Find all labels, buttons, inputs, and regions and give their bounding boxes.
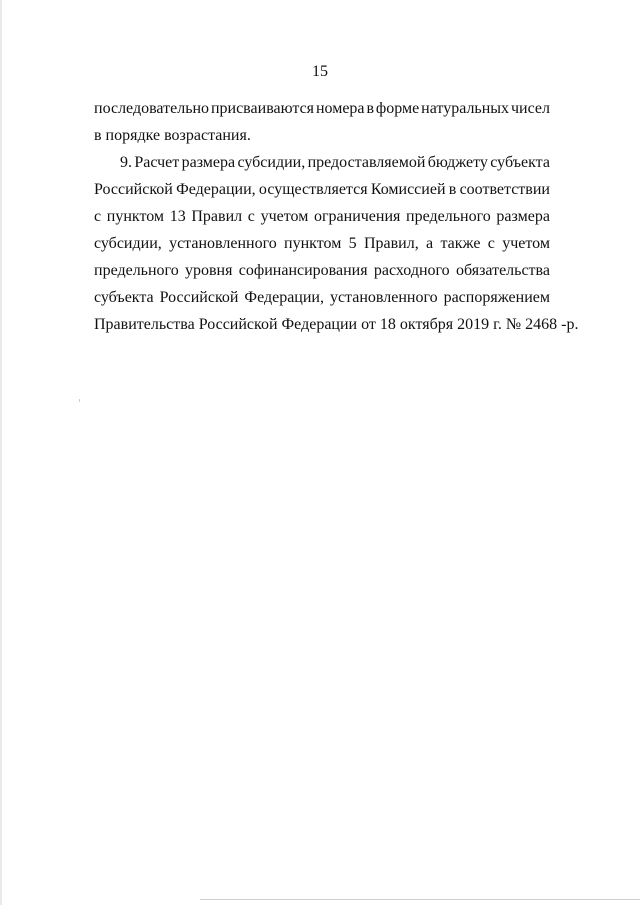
word: с — [247, 208, 255, 225]
word: размера — [181, 154, 236, 171]
text-line — [94, 261, 550, 281]
word: Правил — [191, 208, 243, 225]
text-line — [94, 288, 550, 308]
word: Российской — [94, 181, 173, 198]
word: субсидии, — [237, 154, 306, 171]
word: ограничения — [313, 208, 401, 225]
word: с — [94, 208, 102, 225]
word: 5 — [348, 235, 357, 252]
word: форме — [375, 100, 420, 117]
word: субъекта — [94, 289, 154, 306]
word: с — [487, 235, 495, 252]
word: 13 — [169, 208, 186, 225]
scan-bottom-edge — [200, 899, 640, 900]
word: в — [366, 100, 374, 117]
word: пунктом — [106, 208, 165, 225]
word: номера — [315, 100, 365, 117]
text-line — [94, 99, 550, 119]
word: уровня — [184, 262, 233, 279]
text-line — [94, 207, 550, 227]
word: последовательно — [94, 100, 210, 117]
word: предельного — [94, 262, 179, 279]
word: Федерации, — [176, 181, 256, 198]
word: софинансирования — [238, 262, 368, 279]
word: распоряжением — [443, 289, 550, 306]
text-line — [120, 153, 550, 173]
word: размера — [496, 208, 550, 225]
word: чисел — [510, 100, 550, 117]
word: Федерации, — [244, 289, 324, 306]
scan-speck — [79, 399, 80, 402]
word: Расчет — [134, 154, 180, 171]
word: обязательства — [455, 262, 550, 279]
word: учетом — [502, 235, 550, 252]
word: натуральных — [421, 100, 510, 117]
word: Правил, — [363, 235, 419, 252]
word: учетом — [260, 208, 309, 225]
word: субъекта — [490, 154, 550, 171]
word: присваиваются — [210, 100, 315, 117]
word: предоставляемой — [307, 154, 426, 171]
text-line: Правительства Российской Федерации от 18 октября 2019 г. № 2468 -р. — [94, 316, 579, 333]
word: пунктом — [284, 235, 342, 252]
word: соответствии — [459, 181, 550, 198]
word: бюджету — [427, 154, 488, 171]
word: предельного — [406, 208, 491, 225]
word: Комиссией — [370, 181, 446, 198]
text-line — [94, 180, 550, 200]
word: а — [426, 235, 434, 252]
word: субсидии, — [94, 235, 162, 252]
word: в — [448, 181, 457, 198]
word: осуществляется — [258, 181, 368, 198]
word: 9. — [120, 154, 132, 171]
word: также — [440, 235, 481, 252]
word: установленного — [329, 289, 438, 306]
word: расходного — [373, 262, 450, 279]
page-number: 15 — [312, 63, 328, 80]
word: установленного — [169, 235, 277, 252]
scan-left-edge — [0, 0, 2, 905]
text-line — [94, 234, 550, 254]
word: Российской — [159, 289, 239, 306]
text-line: в порядке возрастания. — [94, 127, 251, 144]
